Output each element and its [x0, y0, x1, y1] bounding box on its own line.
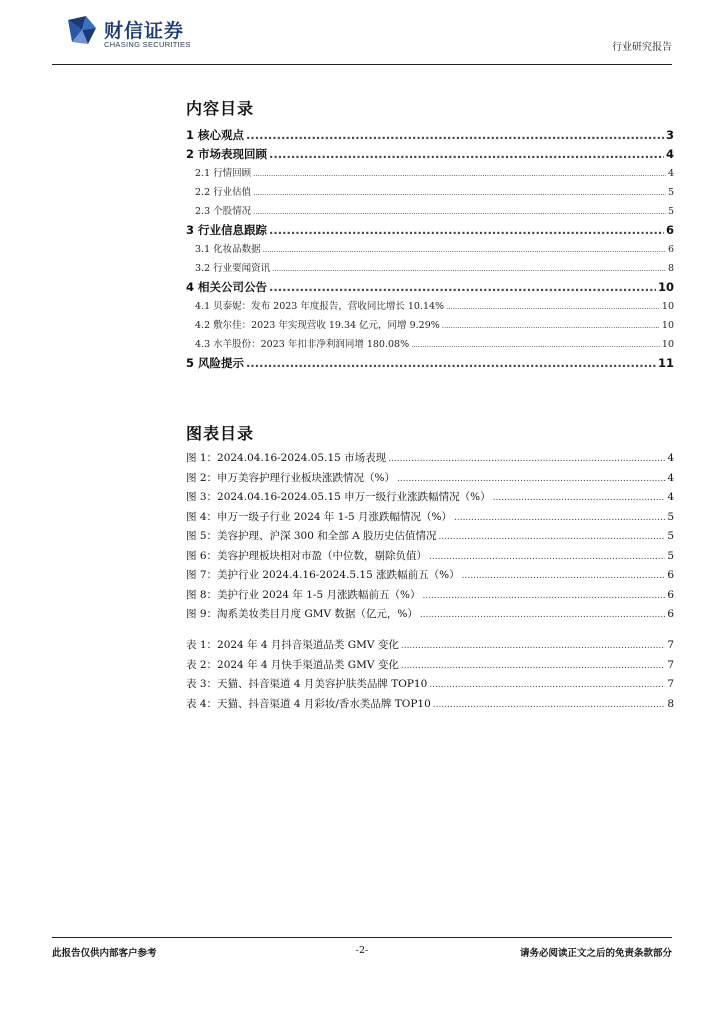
dot-leader — [269, 147, 664, 161]
toc-entry-page: 5 — [667, 549, 674, 562]
dot-leader — [253, 170, 666, 178]
toc-entry[interactable] — [186, 336, 674, 355]
footer-divider — [52, 937, 672, 938]
dot-leader — [454, 513, 665, 523]
toc-entry[interactable] — [186, 657, 674, 677]
page-header — [0, 0, 724, 66]
toc-entry-page: 8 — [667, 697, 674, 710]
toc-entry-label: 表 2：2024 年 4 月快手渠道品类 GMV 变化 — [186, 658, 399, 671]
toc-entry-page: 6 — [667, 588, 674, 601]
logo-chinese-name: 财信证券 — [104, 20, 185, 42]
toc-entry-page: 5 — [667, 530, 674, 542]
toc-entry-page: 7 — [667, 658, 674, 671]
toc-entry-page: 4 — [667, 452, 674, 464]
dot-leader — [411, 341, 660, 349]
toc-entry-label: 图 6：美容护理板块相对市盈（中位数，剔除负值） — [186, 549, 428, 562]
toc-entry[interactable] — [186, 637, 674, 657]
toc-entry-page: 4 — [667, 471, 674, 484]
dot-leader — [422, 591, 665, 601]
toc-title: 内容目录 — [186, 99, 255, 118]
toc-entry-page: 11 — [657, 356, 674, 370]
toc-list — [186, 127, 674, 374]
toc-entry-label: 2 市场表现回顾 — [186, 147, 268, 161]
dot-leader — [246, 128, 664, 142]
toc-entry[interactable] — [186, 355, 674, 374]
figures-title: 图表目录 — [186, 424, 255, 443]
toc-entry[interactable] — [186, 696, 674, 716]
dot-leader — [446, 303, 660, 311]
toc-entry[interactable] — [186, 165, 674, 184]
toc-entry[interactable] — [186, 298, 674, 317]
toc-entry-page: 10 — [661, 339, 674, 350]
figure-list — [186, 450, 674, 626]
logo-mark-icon — [66, 14, 98, 46]
dot-leader — [420, 610, 665, 620]
footer-disclaimer-left: 此报告仅供内部客户参考 — [52, 948, 157, 959]
toc-entry-label: 2.3 个股情况 — [195, 206, 252, 217]
toc-entry[interactable] — [186, 587, 674, 607]
dot-leader — [439, 532, 666, 542]
logo-english-name: CHASING SECURITIES — [104, 40, 191, 49]
toc-entry[interactable] — [186, 606, 674, 626]
toc-entry[interactable] — [186, 279, 674, 298]
toc-entry-label: 2.1 行情回顾 — [195, 168, 252, 179]
toc-entry[interactable] — [186, 184, 674, 203]
dot-leader — [397, 474, 665, 484]
toc-entry[interactable] — [186, 567, 674, 587]
toc-entry-page: 6 — [665, 223, 674, 237]
toc-entry-label: 2.2 行业估值 — [195, 187, 252, 198]
table-list — [186, 637, 674, 715]
dot-leader — [442, 322, 660, 330]
dot-leader — [388, 454, 665, 464]
toc-entry[interactable] — [186, 470, 674, 490]
toc-entry-page: 4 — [667, 491, 674, 503]
toc-entry-page: 5 — [667, 510, 674, 523]
toc-entry-page: 6 — [667, 608, 674, 620]
toc-entry-page: 3 — [665, 128, 674, 142]
header-divider — [52, 64, 672, 65]
toc-entry-label: 表 3：天猫、抖音渠道 4 月美容护肤类品牌 TOP10 — [186, 678, 428, 690]
toc-entry-page: 10 — [661, 301, 674, 312]
dot-leader — [401, 661, 665, 671]
page-number: -2- — [355, 945, 369, 956]
toc-entry-label: 4.2 敷尔佳：2023 年实现营收 19.34 亿元，同增 9.29% — [195, 320, 440, 331]
toc-entry[interactable] — [186, 146, 674, 165]
toc-entry-page: 6 — [667, 244, 674, 255]
toc-entry[interactable] — [186, 548, 674, 568]
toc-entry-page: 10 — [661, 320, 674, 331]
toc-entry-page: 10 — [657, 280, 674, 294]
dot-leader — [263, 246, 666, 254]
toc-entry-page: 8 — [667, 263, 674, 274]
toc-entry[interactable] — [186, 127, 674, 146]
toc-entry-label: 图 3：2024.04.16-2024.05.15 申万一级行业涨跌幅情况（%） — [186, 491, 491, 503]
toc-entry-label: 1 核心观点 — [186, 128, 245, 142]
toc-entry-page: 4 — [667, 168, 674, 179]
toc-entry-page: 7 — [667, 678, 674, 690]
toc-entry-label: 4 相关公司公告 — [186, 280, 268, 294]
toc-entry-label: 表 1：2024 年 4 月抖音渠道品类 GMV 变化 — [186, 639, 399, 651]
toc-entry-label: 3.2 行业要闻资讯 — [195, 263, 271, 274]
toc-entry[interactable] — [186, 260, 674, 279]
company-logo — [66, 14, 196, 54]
toc-entry-label: 图 7：美护行业 2024.4.16-2024.5.15 涨跌幅前五（%） — [186, 569, 460, 581]
toc-entry-page: 7 — [667, 639, 674, 651]
toc-entry-label: 4.3 水羊股份：2023 年扣非净利润同增 180.08% — [195, 339, 410, 350]
report-type-label: 行业研究报告 — [612, 42, 672, 53]
dot-leader — [462, 571, 666, 581]
dot-leader — [429, 680, 665, 690]
dot-leader — [269, 280, 656, 294]
toc-entry[interactable] — [186, 509, 674, 529]
toc-entry-page: 4 — [665, 147, 674, 161]
toc-entry-page: 5 — [667, 187, 674, 198]
dot-leader — [493, 493, 666, 503]
toc-entry-label: 4.1 贝泰妮：发布 2023 年度报告，营收同比增长 10.14% — [195, 301, 445, 312]
toc-entry[interactable] — [186, 241, 674, 260]
dot-leader — [253, 189, 666, 197]
toc-entry-label: 3 行业信息跟踪 — [186, 223, 268, 237]
dot-leader — [429, 552, 665, 562]
dot-leader — [246, 356, 656, 370]
toc-entry-label: 图 1：2024.04.16-2024.05.15 市场表现 — [186, 452, 387, 464]
toc-entry[interactable] — [186, 450, 674, 470]
dot-leader — [272, 265, 666, 273]
toc-entry[interactable] — [186, 489, 674, 509]
toc-entry[interactable] — [186, 676, 674, 696]
toc-entry-label: 图 8：美护行业 2024 年 1-5 月涨跌幅前五（%） — [186, 588, 421, 601]
toc-entry[interactable] — [186, 528, 674, 548]
toc-entry[interactable] — [186, 222, 674, 241]
toc-entry-label: 3.1 化妆品数据 — [195, 244, 261, 255]
dot-leader — [269, 223, 664, 237]
toc-entry-label: 表 4：天猫、抖音渠道 4 月彩妆/香水类品牌 TOP10 — [186, 697, 431, 710]
footer-disclaimer-right: 请务必阅读正文之后的免责条款部分 — [519, 948, 672, 959]
toc-entry-page: 5 — [667, 206, 674, 217]
toc-entry[interactable] — [186, 203, 674, 222]
toc-entry-label: 图 2：申万美容护理行业板块涨跌情况（%） — [186, 471, 395, 484]
toc-entry-page: 6 — [667, 569, 674, 581]
dot-leader — [401, 641, 665, 651]
toc-entry-label: 图 4：申万一级子行业 2024 年 1-5 月涨跌幅情况（%） — [186, 510, 452, 523]
dot-leader — [253, 208, 666, 216]
toc-entry[interactable] — [186, 317, 674, 336]
toc-entry-label: 图 5：美容护理、沪深 300 和全部 A 股历史估值情况 — [186, 530, 437, 542]
dot-leader — [433, 700, 666, 710]
toc-entry-label: 5 风险提示 — [186, 356, 245, 370]
toc-entry-label: 图 9：淘系美妆类目月度 GMV 数据（亿元，%） — [186, 608, 418, 620]
